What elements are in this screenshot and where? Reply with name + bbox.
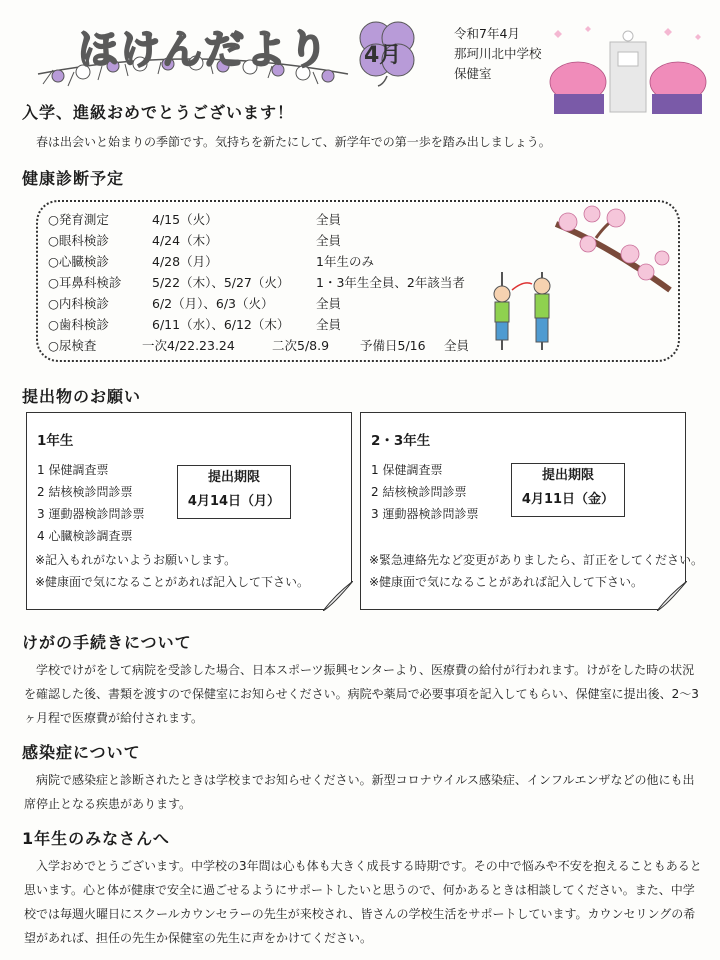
- grade23-card: [360, 412, 704, 610]
- deadline-date: 4月14日（月）: [187, 494, 281, 509]
- exam-name: ○尿検査: [48, 338, 97, 353]
- exam-date: 6/11（水）、6/12（木）: [152, 317, 290, 332]
- grade1-deadline-box: [177, 465, 291, 519]
- exam-target: 全員: [316, 317, 342, 332]
- exam-date: 6/2（月）、6/3（火）: [152, 296, 274, 311]
- exam-date: 4/15（火）: [152, 212, 218, 227]
- school-illustration: [548, 22, 708, 122]
- grade23-item: 2 結核検診問診票: [371, 485, 467, 499]
- exam-second: 二次5/8.9: [272, 338, 330, 353]
- exam-spare: 予備日5/16: [360, 338, 426, 353]
- exam-date: 4/24（木）: [152, 233, 218, 248]
- grade1-note: ※健康面で気になることがあれば記入して下さい。: [35, 575, 310, 589]
- exam-name: ○発育測定: [48, 212, 109, 227]
- exam-target: 全員: [316, 233, 342, 248]
- students-measuring-icon: [488, 272, 568, 352]
- grade1-note: ※記入もれがないようお願いします。: [35, 553, 237, 567]
- exam-first: 一次4/22.23.24: [142, 338, 235, 353]
- exam-date: 4/28（月）: [152, 254, 218, 269]
- grade23-title: 2・3年生: [371, 433, 431, 449]
- grade1-item: 2 結核検診問診票: [37, 485, 133, 499]
- grade23-deadline-box: [511, 463, 625, 517]
- newsletter-title-block: [18, 4, 402, 96]
- schedule-box: [36, 200, 680, 362]
- deadline-label: 提出期限: [541, 468, 594, 483]
- exam-target: 全員: [316, 296, 342, 311]
- injury-heading: けがの手続きについて: [22, 633, 192, 652]
- infection-heading: 感染症について: [22, 743, 141, 762]
- infection-paragraph: 病院で感染症と診断されたときは学校までお知らせください。新型コロナウイルス感染症、インフルエンザなどの他にも出席停止となる疾患があります。: [24, 773, 695, 811]
- schedule-heading: 健康診断予定: [22, 169, 125, 188]
- first-years-paragraph: 入学おめでとうございます。中学校の3年間は心も体も大きく成長する時期です。その中で悩みや不安を抱えることもあると思います。心と体が健康で安全に過ごせるようにサポートしたいと思うので、何かあるときは相談してください。また、中学校では毎週火曜日にスクールカウンセラーの先生が来校され、皆さんの学校生活をサポートしています。カウンセリングの希望があれば、担任の先生か保健室の先生に声をかけてください。: [24, 859, 702, 945]
- exam-target: 1年生のみ: [316, 254, 374, 269]
- page-curl-icon: [657, 581, 687, 611]
- grade23-note: ※緊急連絡先など変更がありましたら、訂正をしてください。: [369, 553, 704, 567]
- newsletter-title: ほけんだより: [78, 27, 330, 73]
- grade1-item: 3 運動器検診問診票: [37, 507, 145, 521]
- grade23-item: 1 保健調査票: [371, 463, 443, 477]
- month-badge: [356, 18, 418, 88]
- injury-text: [24, 658, 704, 730]
- exam-name: ○内科検診: [48, 296, 109, 311]
- grade1-title: 1年生: [37, 433, 74, 449]
- injury-paragraph: 学校でけがをして病院を受診した場合、日本スポーツ振興センターより、医療費の給付が行われます。けがをした時の状況を確認した後、書類を渡すので保健室にお知らせください。病院や薬局で必要事項を記入してもらい、保健室に提出後、2～3ヶ月程で医療費が給付されます。: [24, 663, 699, 725]
- exam-name: ○眼科検診: [48, 233, 109, 248]
- welcome-heading: 入学、進級おめでとうございます！: [22, 103, 295, 122]
- school-name: 那珂川北中学校: [454, 46, 542, 61]
- page-curl-icon: [323, 581, 353, 611]
- exam-name: ○心臓検診: [48, 254, 109, 269]
- grade1-item: 4 心臓検診調査票: [37, 529, 133, 543]
- exam-date: 5/22（木）、5/27（火）: [152, 275, 290, 290]
- welcome-paragraph: 春は出会いと始まりの季節です。気持ちを新たにして、新学年での第一歩を踏み出しましょう。: [36, 135, 551, 149]
- office-name: 保健室: [454, 66, 492, 81]
- first-years-heading: 1年生のみなさんへ: [22, 829, 170, 848]
- school-building-icon: [548, 22, 708, 122]
- submission-heading: 提出物のお願い: [22, 387, 142, 406]
- grade1-card: [26, 412, 352, 610]
- welcome-text: [24, 130, 704, 154]
- exam-name: ○歯科検診: [48, 317, 109, 332]
- infection-text: [24, 768, 704, 816]
- deadline-label: 提出期限: [207, 470, 260, 485]
- grade23-item: 3 運動器検診問診票: [371, 507, 479, 521]
- grade23-note: ※健康面で気になることがあれば記入して下さい。: [369, 575, 644, 589]
- issue-date: 令和7年4月: [454, 26, 520, 41]
- first-years-text: [24, 854, 704, 950]
- exam-name: ○耳鼻科検診: [48, 275, 122, 290]
- exam-target: 1・3年生全員、2年該当者: [316, 275, 465, 290]
- month-label: 4月: [364, 43, 402, 68]
- exam-target: 全員: [444, 338, 470, 353]
- grade1-item: 1 保健調査票: [37, 463, 109, 477]
- deadline-date: 4月11日（金）: [521, 492, 615, 507]
- exam-target: 全員: [316, 212, 342, 227]
